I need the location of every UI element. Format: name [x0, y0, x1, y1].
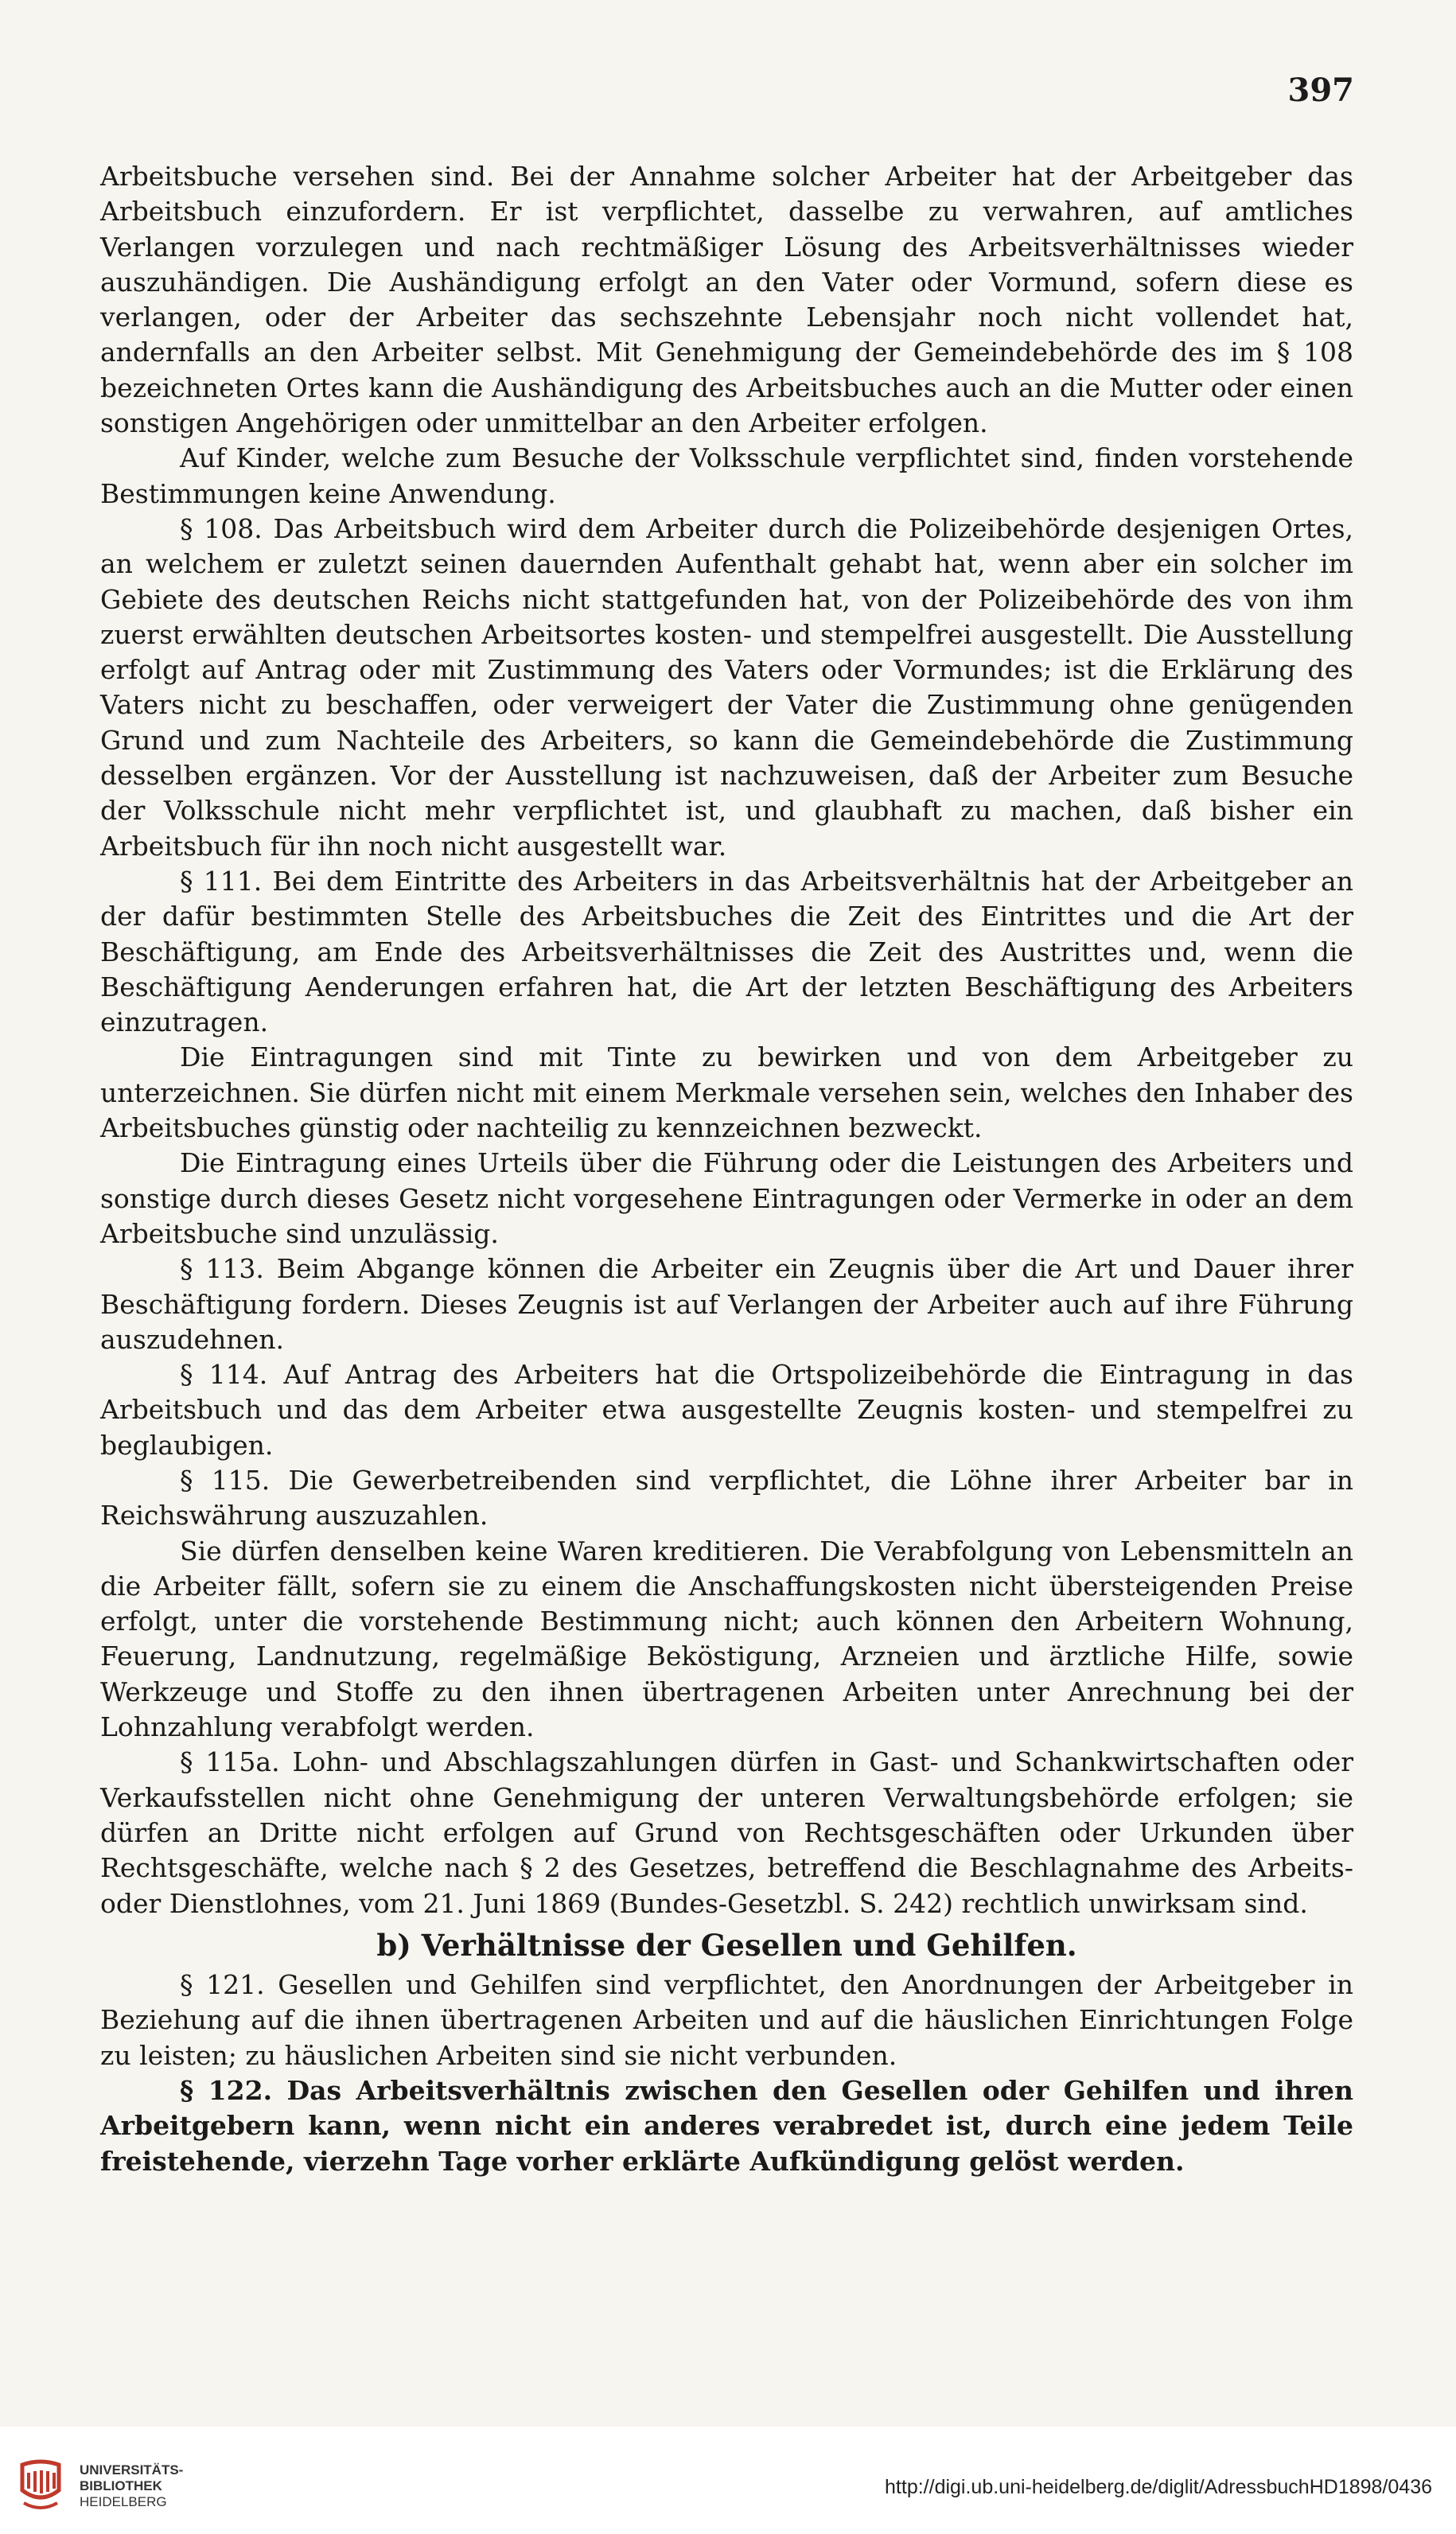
page-number: 397 — [1287, 72, 1354, 109]
paragraph: § 114. Auf Antrag des Arbeiters hat die Ortspolizeibehörde die Eintragung in das Arbeitsbuch und das dem Arbeiter etwa ausgestellte Zeugnis kosten- und stempelfrei zu beglaubigen. — [100, 1359, 1353, 1461]
paragraph: Auf Kinder, welche zum Besuche der Volksschule verpflichtet sind, finden vorstehende Bestimmungen keine Anwendung. — [100, 442, 1353, 509]
logo-line: HEIDELBERG — [80, 2494, 167, 2509]
paragraph: § 113. Beim Abgange können die Arbeiter ein Zeugnis über die Art und Dauer ihrer Beschäftigung fordern. Dieses Zeugnis ist auf Verlangen der Arbeiter auch auf ihre Führung auszudehnen. — [100, 1253, 1353, 1355]
paragraph: Die Eintragungen sind mit Tinte zu bewirken und von dem Arbeitgeber zu unterzeichnen. Sie dürfen nicht mit einem Merkmale versehen sein, welches den Inhaber des Arbeitsbuches günstig oder nachteilig zu kennzeichnen bezweckt. — [100, 1041, 1353, 1144]
library-logo-text — [80, 2462, 183, 2510]
paragraph: § 121. Gesellen und Gehilfen sind verpflichtet, den Anordnungen der Arbeitgeber in Beziehung auf die ihnen übertragenen Arbeiten und auf die häuslichen Einrichtungen Folge zu leisten; zu häuslichen Arbeiten sind sie nicht verbunden. — [100, 1969, 1353, 2071]
footer-bar — [0, 2427, 1456, 2534]
section-heading: b) Verhältnisse der Gesellen und Gehilfen. — [376, 1927, 1077, 1963]
paragraph: Sie dürfen denselben keine Waren kreditieren. Die Verabfolgung von Lebensmitteln an die Arbeiter fällt, sofern sie zu einem die Anschaffungskosten nicht übersteigenden Preise erfolgt, unter die vorstehende Bestimmung nicht; auch können den Arbeitern Wohnung, Feuerung, Landnutzung, regelmäßige Beköstigung, Arzneien und ärztliche Hilfe, sowie Werkzeuge und Stoffe zu den ihnen übertragenen Arbeiten unter Anrechnung bei der Lohnzahlung verabfolgt werden. — [100, 1535, 1353, 1743]
library-logo[interactable] — [16, 2450, 183, 2522]
paragraph: Die Eintragung eines Urteils über die Führung oder die Leistungen des Arbeiters und sonstige durch dieses Gesetz nicht vorgesehene Eintragungen oder Vermerke in oder an dem Arbeitsbuche sind unzulässig. — [100, 1147, 1353, 1249]
logo-line: UNIVERSITÄTS- — [80, 2462, 184, 2478]
paragraph: § 108. Das Arbeitsbuch wird dem Arbeiter durch die Polizeibehörde desjenigen Ortes, an welchem er zuletzt seinen dauernden Aufenthalt gehabt hat, wenn aber ein solcher im Gebiete des deutschen Reichs nicht stattgefunden hat, von der Polizeibehörde des von ihm zuerst erwählten deutschen Arbeitsortes kosten- und stempelfrei ausgestellt. Die Ausstellung erfolgt auf Antrag oder mit Zustimmung des Vaters oder Vormundes; ist die Erklärung des Vaters nicht zu beschaffen, oder verweigert der Vater die Zustimmung ohne genügenden Grund und zum Nachteile des Arbeiters, so kann die Gemeindebehörde die Zustimmung desselben ergänzen. Vor der Ausstellung ist nachzuweisen, daß der Arbeiter zum Besuche der Volksschule nicht mehr verpflichtet ist, und glaubhaft zu machen, daß bisher ein Arbeitsbuch für ihn noch nicht ausgestellt war. — [100, 512, 1353, 862]
paragraph: § 115. Die Gewerbetreibenden sind verpflichtet, die Löhne ihrer Arbeiter bar in Reichswährung auszuzahlen. — [100, 1464, 1353, 1532]
logo-line: BIBLIOTHEK — [80, 2478, 162, 2493]
paragraph: § 111. Bei dem Eintritte des Arbeiters in das Arbeitsverhältnis hat der Arbeitgeber an der dafür bestimmten Stelle des Arbeitsbuches die Zeit des Eintrittes und die Art der Beschäftigung, am Ende des Arbeitsverhältnisses die Zeit des Austrittes und, wenn die Beschäftigung Aenderungen erfahren hat, die Art der letzten Beschäftigung des Arbeiters einzutragen. — [100, 865, 1353, 1038]
paragraph: § 122. Das Arbeitsverhältnis zwischen den Gesellen oder Gehilfen und ihren Arbeitgebern kann, wenn nicht ein anderes verabredet ist, durch eine jedem Teile freistehende, vierzehn Tage vorher erklärte Aufkündigung gelöst werden. — [100, 2075, 1353, 2177]
source-url-link[interactable]: http://digi.ub.uni-heidelberg.de/diglit/AdressbuchHD1898/0436 — [885, 2476, 1432, 2498]
body-text — [100, 159, 1353, 2179]
library-logo-icon — [16, 2458, 65, 2514]
paragraph: § 115a. Lohn- und Abschlagszahlungen dürfen in Gast- und Schankwirtschaften oder Verkaufsstellen nicht ohne Genehmigung der unteren Verwaltungsbehörde erfolgen; sie dürfen an Dritte nicht erfolgen auf Grund von Rechtsgeschäften oder Urkunden über Rechtsgeschäfte, welche nach § 2 des Gesetzes, betreffend die Beschlagnahme des Arbeits- oder Dienstlohnes, vom 21. Juni 1869 (Bundes-Gesetzbl. S. 242) rechtlich unwirksam sind. — [100, 1746, 1353, 1919]
paragraph: Arbeitsbuche versehen sind. Bei der Annahme solcher Arbeiter hat der Arbeitgeber das Arbeitsbuch einzufordern. Er ist verpflichtet, dasselbe zu verwahren, auf amtliches Verlangen vorzulegen und nach rechtmäßiger Lösung des Arbeitsverhältnisses wieder auszuhändigen. Die Aushändigung erfolgt an den Vater oder Vormund, sofern diese es verlangen, oder der Arbeiter das sechszehnte Lebensjahr noch nicht vollendet hat, andernfalls an den Arbeiter selbst. Mit Genehmigung der Gemeindebehörde des im § 108 bezeichneten Ortes kann die Aushändigung des Arbeitsbuches auch an die Mutter oder einen sonstigen Angehörigen oder unmittelbar an den Arbeiter erfolgen. — [100, 161, 1353, 439]
